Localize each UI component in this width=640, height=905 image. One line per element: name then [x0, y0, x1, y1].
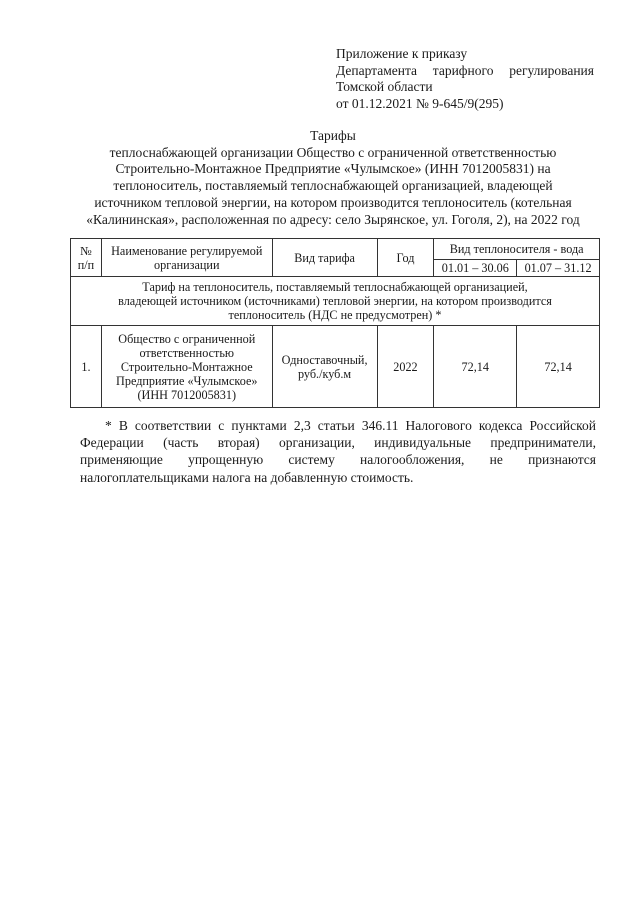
footnote — [80, 417, 596, 486]
subheader-line: теплоноситель (НДС не предусмотрен) * — [228, 308, 442, 322]
footnote-line: применяющие упрощенную систему налогообложения, не признаются — [80, 452, 596, 468]
appendix-line-4: от 01.12.2021 № 9-645/9(295) — [336, 95, 504, 111]
header-num — [71, 239, 102, 277]
header-carrier-type: Вид теплоносителя - вода — [434, 239, 600, 260]
tariffs-table — [70, 238, 600, 408]
title-line: теплоснабжающей организации Общество с ограниченной ответственностью — [109, 144, 557, 160]
appendix-block — [336, 46, 594, 112]
header-period-2: 01.07 – 31.12 — [517, 260, 600, 277]
cell-tariff-line: Одноставочный, — [281, 352, 368, 367]
appendix-line-3: Томской области — [336, 79, 433, 94]
header-org-line: Наименование регулируемой — [111, 243, 263, 258]
header-num-line: № — [80, 243, 92, 258]
title-line: теплоноситель, поставляемый теплоснабжающей организацией, владеющей — [113, 178, 553, 194]
cell-org-line: Строительно-Монтажное — [120, 359, 253, 374]
title-heading: Тарифы — [310, 128, 356, 143]
footnote-line: Федерации (часть вторая) организации, индивидуальные предприниматели, — [80, 435, 596, 451]
document-title — [70, 128, 596, 228]
title-line: источником тепловой энергии, на котором производится теплоноситель (котельная — [94, 194, 572, 210]
cell-org-line: Общество с ограниченной — [118, 331, 256, 346]
footnote-line: * В соответствии с пунктами 2,3 статьи 346.11 Налогового кодекса Российской — [105, 418, 596, 433]
cell-org — [101, 326, 272, 408]
subheader-cell — [71, 277, 600, 326]
header-tariff-type: Вид тарифа — [272, 239, 377, 277]
header-period-1: 01.01 – 30.06 — [434, 260, 517, 277]
appendix-word: Департамента — [336, 62, 418, 78]
subheader-line: владеющей источником (источниками) тепловой энергии, на котором производится — [118, 294, 552, 308]
table-header-row — [71, 239, 600, 260]
cell-org-line: Предприятие «Чулымское» — [116, 373, 258, 388]
cell-tariff-line: руб./куб.м — [297, 366, 352, 381]
cell-num: 1. — [71, 326, 102, 408]
cell-org-line: ответственностью — [139, 345, 234, 360]
cell-year: 2022 — [377, 326, 434, 408]
header-year: Год — [377, 239, 434, 277]
subheader-line: Тариф на теплоноситель, поставляемый теплоснабжающей организацией, — [142, 280, 528, 294]
cell-tariff-type — [272, 326, 377, 408]
header-num-line: п/п — [77, 257, 95, 272]
cell-value-period-2: 72,14 — [517, 326, 600, 408]
header-org-line: организации — [154, 257, 220, 272]
appendix-word: тарифного — [432, 62, 494, 78]
cell-org-line: (ИНН 7012005831) — [137, 387, 237, 402]
cell-value-period-1: 72,14 — [434, 326, 517, 408]
title-line: Строительно-Монтажное Предприятие «Чулымское» (ИНН 7012005831) на — [115, 161, 551, 177]
footnote-line: налогоплательщиками налога на добавленную стоимость. — [80, 469, 414, 485]
header-org — [101, 239, 272, 277]
appendix-word: регулирования — [509, 62, 594, 78]
table-row — [71, 326, 600, 408]
appendix-line-1: Приложение к приказу — [336, 46, 468, 61]
table-subheader-row — [71, 277, 600, 326]
title-line: «Калининская», расположенная по адресу: село Зырянское, ул. Гоголя, 2), на 2022 год — [86, 211, 580, 227]
appendix-line-2 — [336, 63, 594, 80]
